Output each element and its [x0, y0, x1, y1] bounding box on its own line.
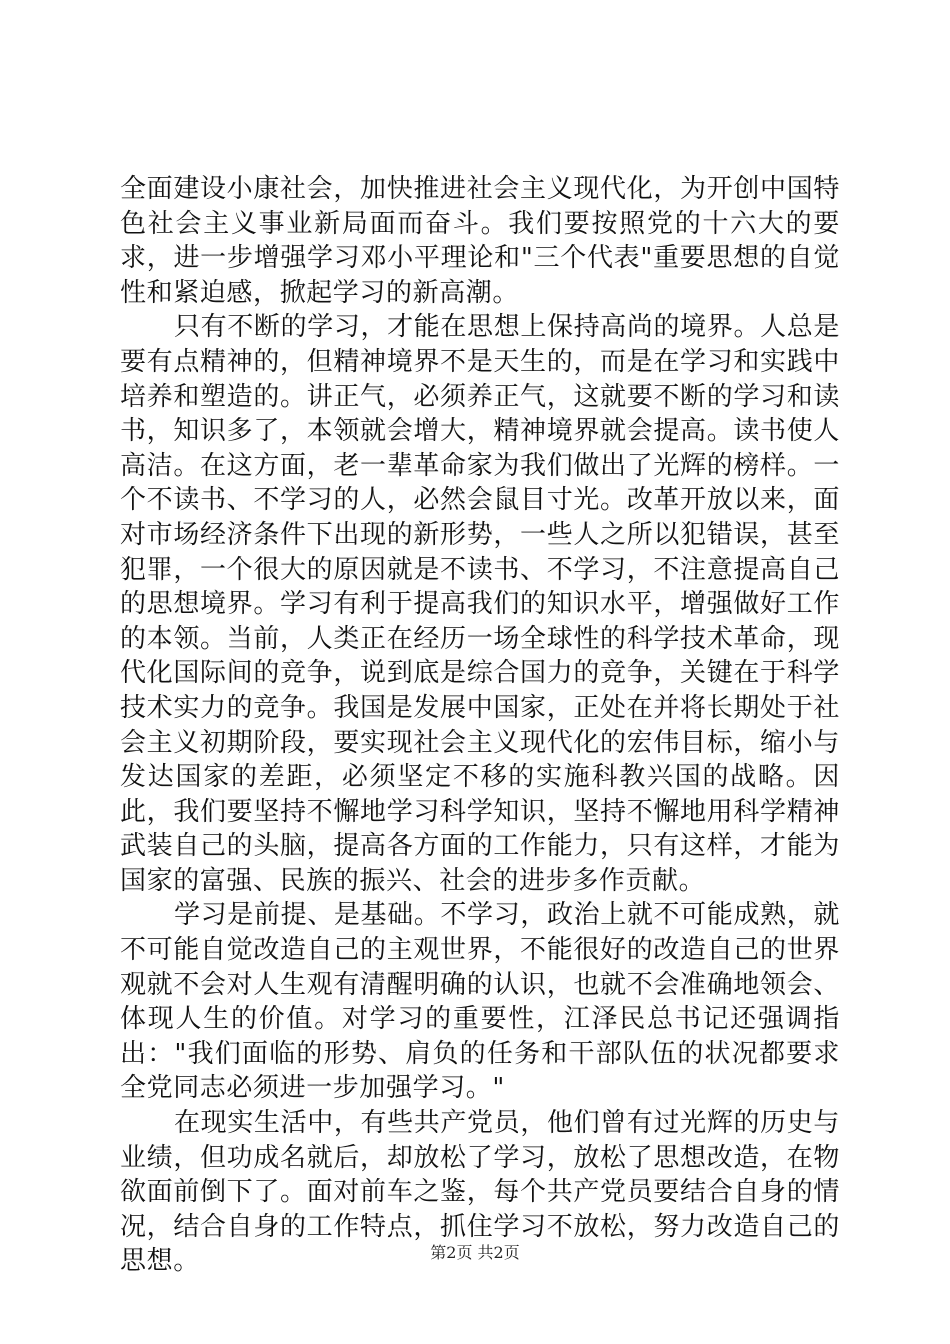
paragraph-3: 学习是前提、是基础。不学习，政治上就不可能成熟，就不可能自觉改造自己的主观世界，不能很好的改造自己的世界观就不会对人生观有清醒明确的认识，也就不会准确地领会、体现人生的价值。对学习的重要性，江泽民总书记还强调指出："我们面临的形势、肩负的任务和干部队伍的状况都要求全党同志必须进一步加强学习。" — [120, 900, 840, 1104]
paragraph-1: 全面建设小康社会，加快推进社会主义现代化，为开创中国特色社会主义事业新局面而奋斗。我们要按照党的十六大的要求，进一步增强学习邓小平理论和"三个代表"重要思想的自觉性和紧迫感，掀起学习的新高潮。 — [120, 174, 840, 308]
document-body — [120, 172, 840, 1279]
page-footer: 第2页 共2页 — [430, 1243, 520, 1262]
paragraph-4: 在现实生活中，有些共产党员，他们曾有过光辉的历史与业绩，但功成名就后，却放松了学习，放松了思想改造，在物欲面前倒下了。面对前车之鉴，每个共产党员要结合自身的情况，结合自身的工作特点，抓住学习不放松，努力改造自己的思想。 — [120, 1108, 840, 1277]
paragraph-2: 只有不断的学习，才能在思想上保持高尚的境界。人总是要有点精神的，但精神境界不是天生的，而是在学习和实践中培养和塑造的。讲正气，必须养正气，这就要不断的学习和读书，知识多了，本领就会增大，精神境界就会提高。读书使人高洁。在这方面，老一辈革命家为我们做出了光辉的榜样。一个不读书、不学习的人，必然会鼠目寸光。改革开放以来，面对市场经济条件下出现的新形势，一些人之所以犯错误，甚至犯罪，一个很大的原因就是不读书、不学习，不注意提高自己的思想境界。学习有利于提高我们的知识水平，增强做好工作的本领。当前，人类正在经历一场全球性的科学技术革命，现代化国际间的竞争，说到底是综合国力的竞争，关键在于科学技术实力的竞争。我国是发展中国家，正处在并将长期处于社会主义初期阶段，要实现社会主义现代化的宏伟目标，缩小与发达国家的差距，必须坚定不移的实施科教兴国的战略。因此，我们要坚持不懈地学习科学知识，坚持不懈地用科学精神武装自己的头脑，提高各方面的工作能力，只有这样，才能为国家的富强、民族的振兴、社会的进步多作贡献。 — [120, 312, 840, 896]
